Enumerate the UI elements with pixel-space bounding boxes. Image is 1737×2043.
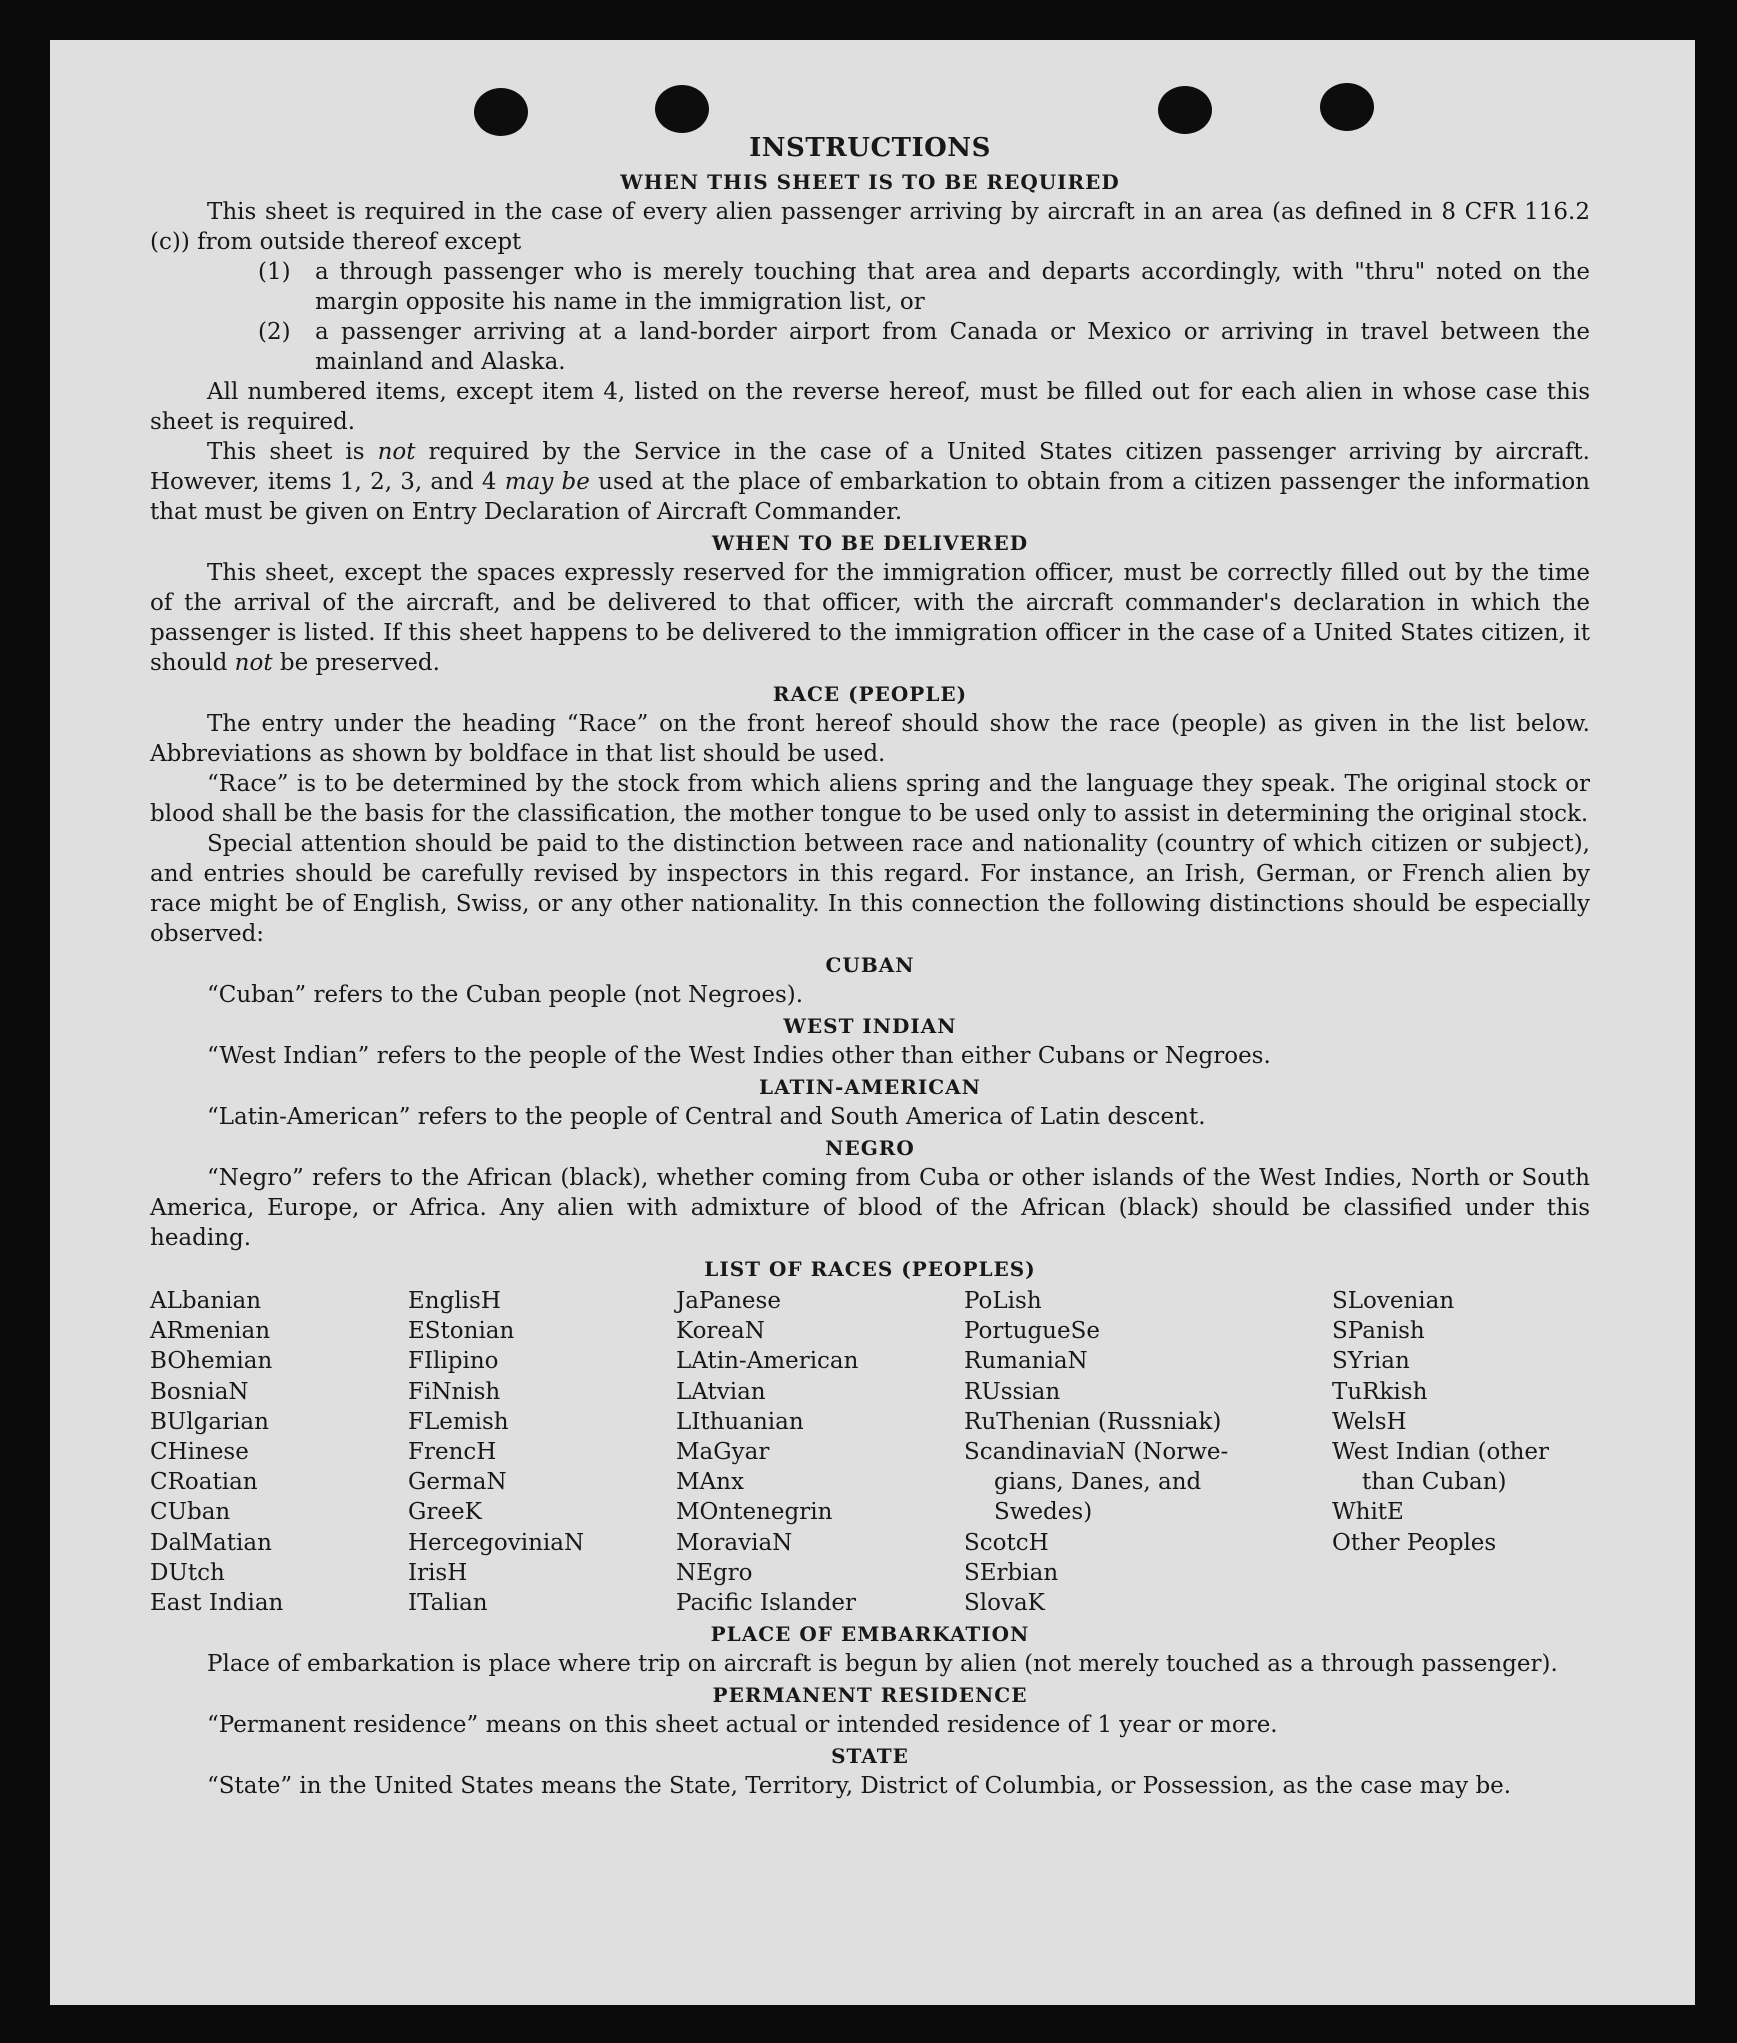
punch-hole xyxy=(1158,86,1212,134)
item-text: a passenger arriving at a land-border airport from Canada or Mexico or arriving in travel between the mainland and Alaska. xyxy=(315,319,1590,375)
section-heading-residence: PERMANENT RESIDENCE xyxy=(712,1683,1028,1708)
race-entry: GreeK xyxy=(408,1499,482,1526)
text-run: This sheet, except the spaces expressly reserved for the immigration officer, must be correctly filled out by the time of the arrival of the aircraft, and be delivered to that officer, with the aircraft commander's declaration in which the passenger is listed. If this sheet happens to be delivered to the immigration officer in the case of a United States citizen, it should xyxy=(150,560,1590,676)
item-text: a through passenger who is merely touching that area and departs accordingly, with "thru" noted on the margin opposite his name in the immigration list, or xyxy=(315,259,1590,315)
punch-hole xyxy=(655,85,709,133)
race-entry: SYrian xyxy=(1332,1348,1410,1375)
race-entry: EStonian xyxy=(408,1318,515,1345)
race-entry: SErbian xyxy=(964,1559,1059,1586)
paragraph xyxy=(150,558,1590,678)
race-entry: SLovenian xyxy=(1332,1288,1455,1314)
section-heading-cuban: CUBAN xyxy=(825,953,915,977)
paragraph: “Latin-American” refers to the people of Central and South America of Latin descent. xyxy=(207,1104,1206,1130)
italic-text: not xyxy=(234,650,273,676)
list-item xyxy=(150,317,1590,377)
section-heading-embarkation: PLACE OF EMBARKATION xyxy=(710,1622,1030,1647)
race-entry: GermaN xyxy=(408,1469,507,1496)
race-column xyxy=(150,1286,408,1618)
list-item xyxy=(150,257,1590,317)
race-entry: IrisH xyxy=(408,1559,468,1586)
paragraph: “Permanent residence” means on this sheet actual or intended residence of 1 year or more. xyxy=(207,1712,1278,1739)
text-run: required by the Service in the case of a United States citizen passenger arriving by aircraft. However, items 1, 2, 3, and 4 xyxy=(150,439,1590,495)
section-heading-when-delivered: WHEN TO BE DELIVERED xyxy=(711,531,1029,555)
paragraph: “Negro” refers to the African (black), whether coming from Cuba or other islands of the West Indies, North or South America, Europe, or Africa. Any alien with admixture of blood of the African (black) should be classified under this heading. xyxy=(150,1165,1590,1251)
paragraph: All numbered items, except item 4, listed on the reverse hereof, must be filled out for each alien in whose case this sheet is required. xyxy=(150,379,1590,435)
paragraph: “West Indian” refers to the people of the West Indies other than either Cubans or Negroes. xyxy=(207,1043,1271,1069)
italic-text: may be xyxy=(504,469,590,495)
paragraph: This sheet is required in the case of every alien passenger arriving by aircraft in an area (as defined in 8 CFR 116.2 (c)) from outside thereof except xyxy=(150,199,1590,255)
race-entry: HercegoviniaN xyxy=(408,1529,585,1556)
race-entry: DalMatian xyxy=(150,1529,272,1556)
race-entry: CUban xyxy=(150,1499,231,1526)
race-entry: FrencH xyxy=(408,1439,497,1466)
race-entry: BosniaN xyxy=(150,1378,249,1405)
page-title: INSTRUCTIONS xyxy=(749,133,991,163)
race-entry: SPanish xyxy=(1332,1318,1425,1345)
paragraph: “Race” is to be determined by the stock from which aliens spring and the language they speak. The original stock or blood shall be the basis for the classification, the mother tongue to be used only to assist in determining the original stock. xyxy=(150,771,1590,827)
section-heading-negro: NEGRO xyxy=(825,1136,915,1160)
race-entry: RuThenian (Russniak) xyxy=(964,1408,1222,1435)
item-number: (2) xyxy=(258,319,291,345)
race-entry: WelsH xyxy=(1332,1408,1407,1435)
race-entry: BUlgarian xyxy=(150,1408,269,1435)
race-list xyxy=(150,1286,1590,1618)
race-entry: SlovaK xyxy=(964,1590,1045,1617)
paragraph: The entry under the heading “Race” on the front hereof should show the race (people) as given in the list below. Abbreviations as shown by boldface in that list should be used. xyxy=(150,711,1590,767)
race-entry: Other Peoples xyxy=(1332,1529,1497,1556)
section-heading-when-required: WHEN THIS SHEET IS TO BE REQUIRED xyxy=(620,170,1120,194)
race-entry: West Indian (other than Cuban) xyxy=(1332,1439,1550,1496)
race-column xyxy=(408,1286,676,1618)
section-heading-race: RACE (PEOPLE) xyxy=(772,682,968,706)
text-run: This sheet is xyxy=(207,439,378,465)
race-entry: KoreaN xyxy=(676,1318,765,1345)
race-entry: MAnx xyxy=(676,1469,744,1496)
race-column xyxy=(1332,1286,1590,1618)
punch-hole xyxy=(474,88,528,136)
paragraph xyxy=(150,437,1590,527)
race-entry: LAtvian xyxy=(676,1378,766,1405)
race-entry: JaPanese xyxy=(676,1288,781,1314)
race-entry: LIthuanian xyxy=(676,1408,804,1435)
punch-hole xyxy=(1320,83,1374,131)
race-entry: NEgro xyxy=(676,1559,753,1586)
race-entry: CHinese xyxy=(150,1439,249,1466)
document-page xyxy=(50,40,1695,2005)
paragraph: “State” in the United States means the State, Territory, District of Columbia, or Possession, as the case may be. xyxy=(207,1773,1512,1800)
race-entry: ScandinaviaN (Norwe- gians, Danes, and Swedes) xyxy=(964,1439,1229,1526)
race-entry: ARmenian xyxy=(150,1318,271,1345)
document-body xyxy=(150,130,1590,1801)
race-entry: RumaniaN xyxy=(964,1348,1088,1375)
paragraph: Place of embarkation is place where trip on aircraft is begun by alien (not merely touched as a through passenger). xyxy=(207,1651,1558,1678)
race-entry: PortugueSe xyxy=(964,1318,1100,1345)
race-entry: CRoatian xyxy=(150,1469,258,1496)
race-entry: EnglisH xyxy=(408,1288,501,1314)
italic-text: not xyxy=(377,439,416,465)
paragraph: “Cuban” refers to the Cuban people (not Negroes). xyxy=(207,982,804,1008)
race-entry: ScotcH xyxy=(964,1529,1049,1556)
race-entry: PoLish xyxy=(964,1288,1042,1314)
race-entry: MaGyar xyxy=(676,1439,770,1466)
race-entry: LAtin-American xyxy=(676,1348,859,1375)
race-entry: FLemish xyxy=(408,1408,509,1435)
race-entry: East Indian xyxy=(150,1590,284,1617)
race-entry: MOntenegrin xyxy=(676,1499,833,1526)
race-column xyxy=(676,1286,964,1618)
race-entry: BOhemian xyxy=(150,1348,273,1375)
text-run: used at the place of embarkation to obtain from a citizen passenger the information that must be given on Entry Declaration of Aircraft Commander. xyxy=(150,469,1590,525)
race-entry: DUtch xyxy=(150,1559,225,1586)
item-number: (1) xyxy=(258,259,291,285)
race-entry: ITalian xyxy=(408,1590,488,1617)
race-entry: TuRkish xyxy=(1332,1378,1428,1405)
race-entry: FIlipino xyxy=(408,1348,499,1375)
race-column xyxy=(964,1286,1332,1618)
race-entry: RUssian xyxy=(964,1378,1061,1405)
section-heading-west-indian: WEST INDIAN xyxy=(783,1014,957,1038)
race-entry: WhitE xyxy=(1332,1499,1404,1526)
section-heading-list-of-races: LIST OF RACES (PEOPLES) xyxy=(704,1257,1036,1281)
paragraph: Special attention should be paid to the distinction between race and nationality (country of which citizen or subject), and entries should be carefully revised by inspectors in this regard. For instance, an Irish, German, or French alien by race might be of English, Swiss, or any other nationality. In this connection the following distinctions should be especially observed: xyxy=(150,831,1590,947)
race-entry: Pacific Islander xyxy=(676,1590,857,1617)
race-entry: ALbanian xyxy=(150,1288,262,1314)
race-entry: MoraviaN xyxy=(676,1529,793,1556)
section-heading-latin-american: LATIN-AMERICAN xyxy=(759,1075,981,1099)
text-run: be preserved. xyxy=(272,650,440,676)
race-entry: FiNnish xyxy=(408,1378,501,1405)
section-heading-state: STATE xyxy=(831,1744,909,1769)
